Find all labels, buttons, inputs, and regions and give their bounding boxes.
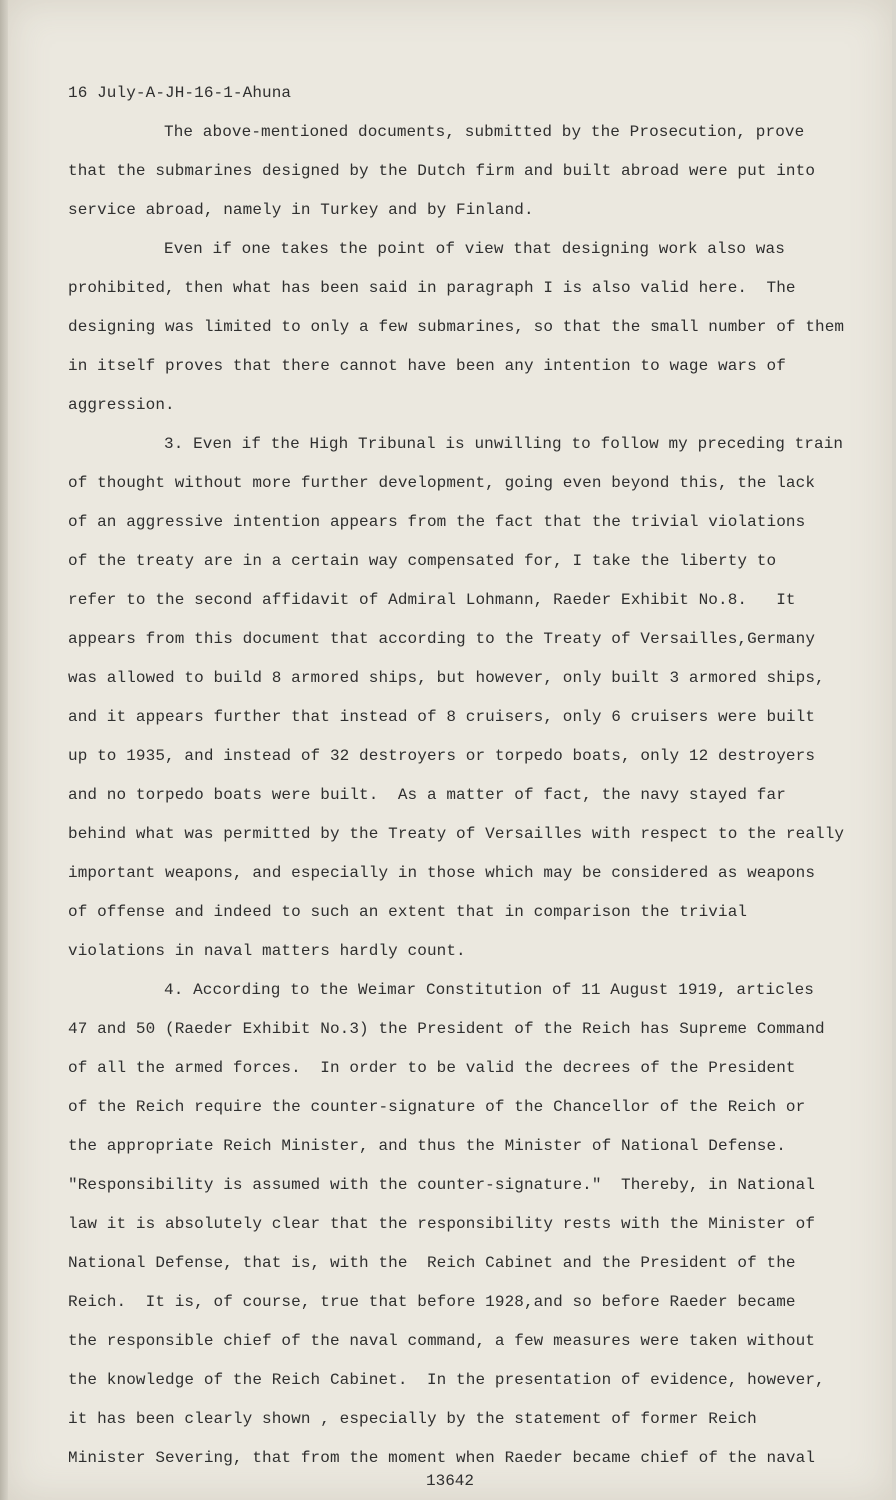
text-line: "Responsibility is assumed with the counter-signature." Thereby, in National	[68, 1176, 816, 1194]
text-line: Minister Severing, that from the moment when Raeder became chief of the naval	[68, 1449, 816, 1467]
document-body	[68, 74, 858, 1478]
text-line: violations in naval matters hardly count.	[68, 942, 466, 960]
text-line: Even if one takes the point of view that designing work also was	[164, 240, 785, 258]
text-line: 3. Even if the High Tribunal is unwilling to follow my preceding train	[164, 435, 844, 453]
text-line: of the treaty are in a certain way compensated for, I take the liberty to	[68, 552, 777, 570]
text-line: prohibited, then what has been said in paragraph I is also valid here. The	[68, 279, 796, 297]
text-line: National Defense, that is, with the Reich Cabinet and the President of the	[68, 1254, 796, 1272]
text-line: of an aggressive intention appears from the fact that the trivial violations	[68, 513, 806, 531]
text-line: and it appears further that instead of 8 cruisers, only 6 cruisers were built	[68, 708, 816, 726]
text-line: of thought without more further development, going even beyond this, the lack	[68, 474, 816, 492]
document-header: 16 July-A-JH-16-1-Ahuna	[68, 84, 292, 102]
text-line: refer to the second affidavit of Admiral Lohmann, Raeder Exhibit No.8. It	[68, 591, 796, 609]
text-line: that the submarines designed by the Dutch firm and built abroad were put into	[68, 162, 816, 180]
text-line: and no torpedo boats were built. As a matter of fact, the navy stayed far	[68, 786, 786, 804]
text-line: designing was limited to only a few submarines, so that the small number of them	[68, 318, 845, 336]
text-line: behind what was permitted by the Treaty of Versailles with respect to the really	[68, 825, 845, 843]
text-line: the responsible chief of the naval command, a few measures were taken without	[68, 1332, 816, 1350]
text-line: was allowed to build 8 armored ships, but however, only built 3 armored ships,	[68, 669, 825, 687]
text-line: aggression.	[68, 396, 175, 414]
text-line: of the Reich require the counter-signature of the Chancellor of the Reich or	[68, 1098, 806, 1116]
text-line: The above-mentioned documents, submitted by the Prosecution, prove	[164, 123, 805, 141]
page-number: 13642	[425, 1472, 474, 1490]
text-line: of all the armed forces. In order to be valid the decrees of the President	[68, 1059, 796, 1077]
text-line: in itself proves that there cannot have been any intention to wage wars of	[68, 357, 786, 375]
text-line: law it is absolutely clear that the responsibility rests with the Minister of	[68, 1215, 816, 1233]
text-line: important weapons, and especially in those which may be considered as weapons	[68, 864, 816, 882]
text-line: 47 and 50 (Raeder Exhibit No.3) the President of the Reich has Supreme Command	[68, 1020, 825, 1038]
document-page	[8, 0, 892, 1500]
text-line: of offense and indeed to such an extent that in comparison the trivial	[68, 903, 748, 921]
text-line: the appropriate Reich Minister, and thus the Minister of National Defense.	[68, 1137, 786, 1155]
text-line: service abroad, namely in Turkey and by Finland.	[68, 201, 534, 219]
text-line: Reich. It is, of course, true that before 1928,and so before Raeder became	[68, 1293, 796, 1311]
text-line: it has been clearly shown , especially by the statement of former Reich	[68, 1410, 757, 1428]
text-line: the knowledge of the Reich Cabinet. In the presentation of evidence, however,	[68, 1371, 825, 1389]
page-edge	[0, 0, 8, 1500]
text-line: up to 1935, and instead of 32 destroyers or torpedo boats, only 12 destroyers	[68, 747, 816, 765]
text-line: 4. According to the Weimar Constitution of 11 August 1919, articles	[164, 981, 815, 999]
text-line: appears from this document that according to the Treaty of Versailles,Germany	[68, 630, 816, 648]
